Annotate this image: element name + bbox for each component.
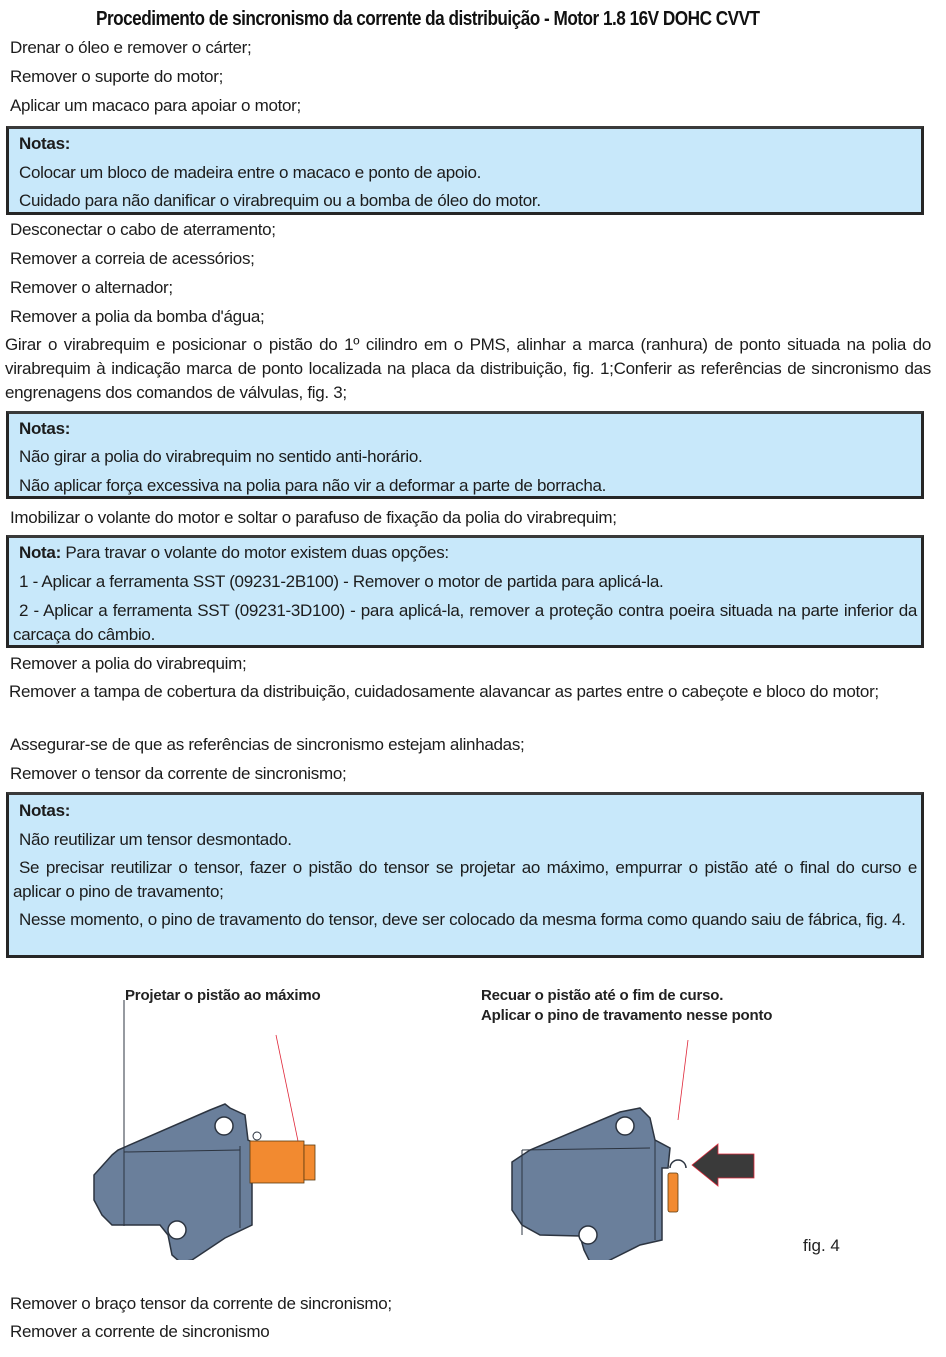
note-option-1: 1 - Aplicar a ferramenta SST (09231-2B100) - Remover o motor de partida para aplicá-la. xyxy=(19,572,664,591)
step-macaco: Aplicar um macaco para apoiar o motor; xyxy=(10,96,301,115)
figure-label: fig. 4 xyxy=(803,1236,840,1255)
step-braco-tensor: Remover o braço tensor da corrente de sincronismo; xyxy=(10,1294,392,1313)
note-line: Colocar um bloco de madeira entre o macaco e ponto de apoio. xyxy=(19,163,482,182)
note-line: Cuidado para não danificar o virabrequim ou a bomba de óleo do motor. xyxy=(19,191,541,210)
pin-hole xyxy=(253,1132,261,1140)
note-heading: Notas: xyxy=(19,134,71,153)
step-remover-tampa: Remover a tampa de cobertura da distribuição, cuidadosamente alavancar as partes entre o cabeçote e bloco do motor; xyxy=(9,682,879,701)
step-assegurar: Assegurar-se de que as referências de sincronismo estejam alinhadas; xyxy=(10,735,525,754)
step-imobilizar: Imobilizar o volante do motor e soltar o parafuso de fixação da polia do virabrequim; xyxy=(10,508,617,527)
note-line: Não girar a polia do virabrequim no sentido anti-horário. xyxy=(19,447,423,466)
note-line: Não aplicar força excessiva na polia para não vir a deformar a parte de borracha. xyxy=(19,476,607,495)
arrow-left-icon xyxy=(692,1144,754,1186)
mount-hole-bottom xyxy=(579,1226,597,1244)
note-line: Não reutilizar um tensor desmontado. xyxy=(19,830,292,849)
step-alternador: Remover o alternador; xyxy=(10,278,173,297)
step-remover-polia: Remover a polia do virabrequim; xyxy=(10,654,247,673)
tensor-extended-illustration xyxy=(80,1000,360,1260)
caption-recuar: Recuar o pistão até o fim de curso. xyxy=(481,987,724,1004)
step-aterramento: Desconectar o cabo de aterramento; xyxy=(10,220,276,239)
locking-pin xyxy=(670,1160,686,1168)
caption-aplicar-pino: Aplicar o pino de travamento nesse ponto xyxy=(481,1007,773,1024)
note-option-2: 2 - Aplicar a ferramenta SST (09231-3D100) - para aplicá-la, remover a proteção contra poeira situada na parte inferior da carcaça do câmbio. xyxy=(13,601,917,644)
step-drenar: Drenar o óleo e remover o cárter; xyxy=(10,38,252,57)
note-box-macaco xyxy=(6,126,924,215)
note-box-tensor xyxy=(6,792,924,958)
step-corrente: Remover a corrente de sincronismo xyxy=(10,1322,270,1341)
note-line: Nesse momento, o pino de travamento do tensor, deve ser colocado da mesma forma como quando saiu de fábrica, fig. 4. xyxy=(19,910,906,929)
step-correia: Remover a correia de acessórios; xyxy=(10,249,255,268)
push-arrow-icon xyxy=(690,1140,760,1190)
step-suporte: Remover o suporte do motor; xyxy=(10,67,223,86)
leader-line xyxy=(678,1040,688,1120)
mount-hole-top xyxy=(616,1117,634,1135)
step-polia-bomba: Remover a polia da bomba d'água; xyxy=(10,307,265,326)
piston-retracted xyxy=(668,1173,678,1212)
piston-extended xyxy=(250,1141,304,1183)
caption-projetar: Projetar o pistão ao máximo xyxy=(125,987,321,1004)
note-intro-text: Para travar o volante do motor existem duas opções: xyxy=(60,543,449,562)
piston-tip xyxy=(304,1145,315,1180)
note-box-polia xyxy=(6,411,924,499)
note-heading: Notas: xyxy=(19,419,71,438)
step-girar-virabrequim: Girar o virabrequim e posicionar o pistão do 1º cilindro em o PMS, alinhar a marca (ranhura) de ponto situada na polia do virabrequim à indicação marca de ponto localizada na placa da distribuição, fig. 1;Conferir as referências de sincronismo das engrenagens dos comandos de válvulas, fig. 3; xyxy=(5,335,931,402)
page-title: Procedimento de sincronismo da corrente da distribuição - Motor 1.8 16V DOHC CVVT xyxy=(96,8,760,30)
note-intro xyxy=(19,541,449,565)
note-line: Se precisar reutilizar o tensor, fazer o pistão do tensor se projetar ao máximo, empurrar o pistão até o final do curso e aplicar o pino de travamento; xyxy=(13,858,917,901)
step-remover-tensor: Remover o tensor da corrente de sincronismo; xyxy=(10,764,347,783)
mount-hole-bottom xyxy=(168,1221,186,1239)
note-heading: Notas: xyxy=(19,801,71,820)
note-heading: Nota: xyxy=(19,543,61,562)
note-box-volante xyxy=(6,535,924,648)
mount-hole-top xyxy=(215,1117,233,1135)
